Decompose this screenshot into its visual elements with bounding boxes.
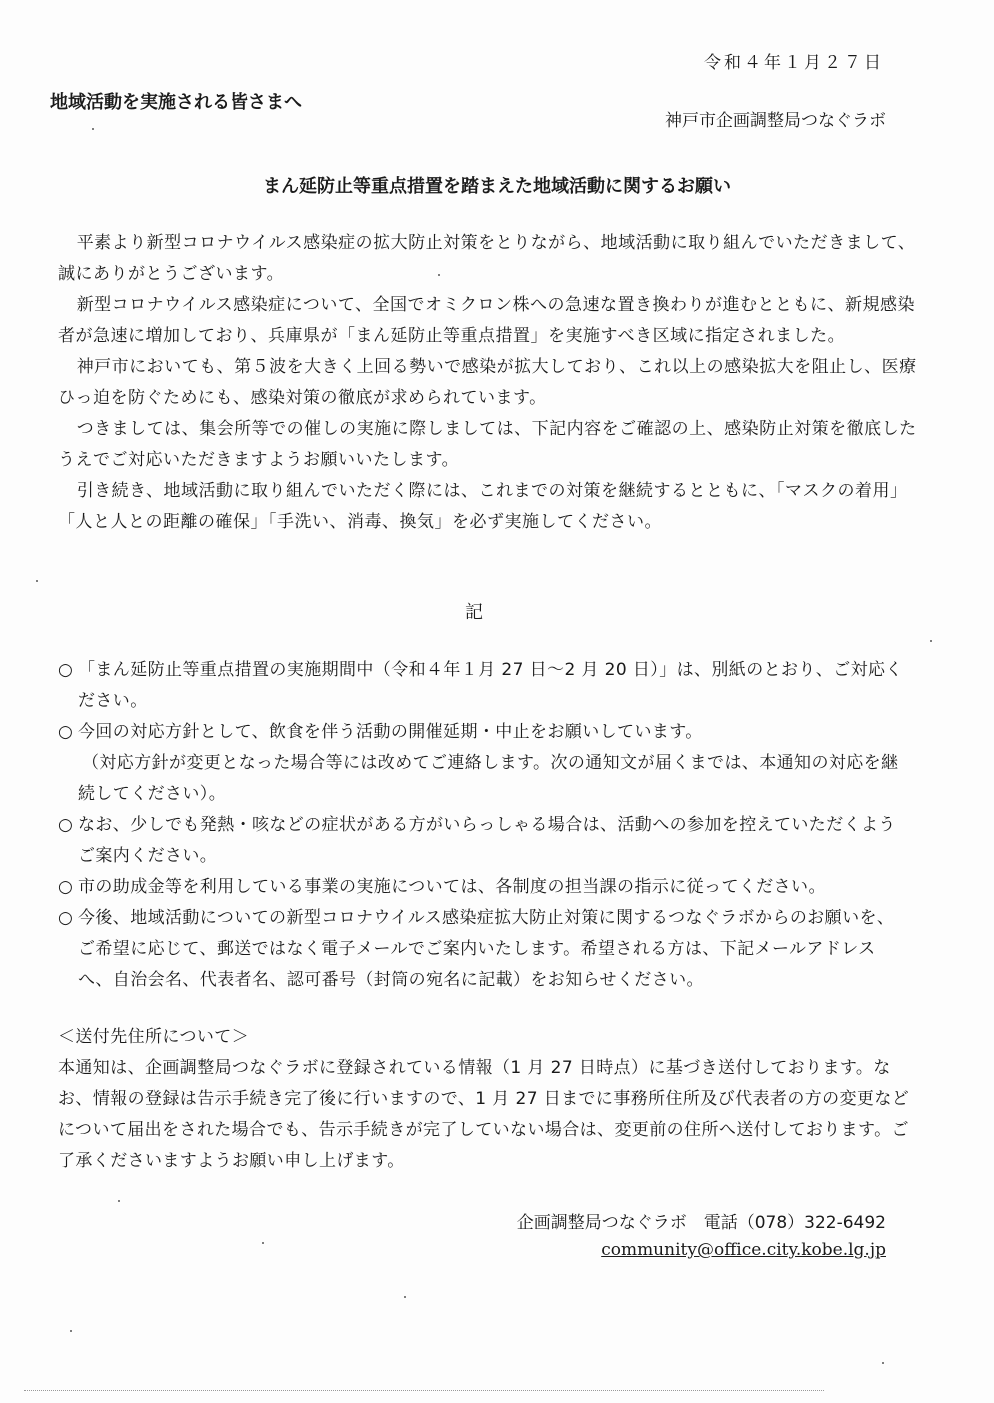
body-text: [58, 228, 918, 538]
sender: 神戸市企画調整局つなぐラボ: [665, 111, 886, 131]
scan-speck: [882, 1362, 884, 1364]
address-heading: ＜送付先住所について＞: [58, 1027, 250, 1047]
scan-speck: [92, 128, 94, 130]
scan-speck: [438, 274, 440, 276]
list-item: [58, 717, 908, 810]
scan-speck: [930, 640, 932, 642]
addressee: 地域活動を実施される皆さまへ: [50, 92, 302, 113]
document-date: 令和４年１月２７日: [704, 53, 884, 73]
list-item: [58, 872, 908, 903]
document-title: まん延防止等重点措置を踏まえた地域活動に関するお願い: [263, 176, 731, 197]
body-paragraph: つきましては、集会所等での催しの実施に際しましては、下記内容をご確認の上、感染防止対策を徹底したうえでご対応いただきますようお願いいたします。: [58, 419, 917, 470]
address-paragraph: 本通知は、企画調整局つなぐラボに登録されている情報（1 月 27 日時点）に基づき送付しております。なお、情報の登録は告示手続き完了後に行いますので、1 月 27 日までに事務所住所及び代表者の方の変更などについて届出をされた場合でも、告示手続きが完了していない場合は、変更前の住所へ送付しております。ご了承くださいますようお願い申し上げます。: [58, 1058, 910, 1171]
scan-speck: [36, 580, 38, 582]
body-paragraph: 引き続き、地域活動に取り組んでいただく際には、これまでの対策を継続するとともに、「マスクの着用」「人と人との距離の確保」「手洗い、消毒、換気」を必ず実施してください。: [58, 481, 908, 532]
scan-speck: [404, 1296, 406, 1298]
list-item: [58, 810, 908, 872]
address-section: [58, 1022, 918, 1177]
item-text: 「まん延防止等重点措置の実施期間中（令和４年１月 27 日～2 月 20 日）」は、別紙のとおり、ご対応ください。: [78, 660, 903, 711]
scan-speck: [118, 1200, 120, 1202]
circle-bullet-icon: ○: [58, 660, 74, 680]
item-text: 今回の対応方針として、飲食を伴う活動の開催延期・中止をお願いしています。: [78, 722, 703, 742]
ki-heading: 記: [465, 602, 483, 623]
item-text: 今後、地域活動についての新型コロナウイルス感染症拡大防止対策に関するつなぐラボからのお願いを、ご希望に応じて、郵送ではなく電子メールでご案内いたします。希望される方は、下記メールアドレスへ、自治会名、代表者名、認可番号（封筒の宛名に記載）をお知らせください。: [78, 908, 895, 990]
contact-line: 企画調整局つなぐラボ 電話（078）322-6492: [516, 1213, 886, 1233]
item-text: 市の助成金等を利用している事業の実施については、各制度の担当課の指示に従ってください。: [78, 877, 826, 897]
item-note: （対応方針が変更となった場合等には改めてご連絡します。次の通知文が届くまでは、本通知の対応を継続してください）。: [78, 753, 899, 804]
body-paragraph: 新型コロナウイルス感染症について、全国でオミクロン株への急速な置き換わりが進むとともに、新規感染者が急速に増加しており、兵庫県が「まん延防止等重点措置」を実施すべき区域に指定されました。: [58, 295, 915, 346]
circle-bullet-icon: ○: [58, 722, 74, 742]
item-list: [58, 655, 908, 996]
scan-speck: [262, 1242, 264, 1244]
circle-bullet-icon: ○: [58, 815, 74, 835]
list-item: [58, 903, 908, 996]
contact-email: community@office.city.kobe.lg.jp: [601, 1240, 886, 1260]
circle-bullet-icon: ○: [58, 877, 74, 897]
body-paragraph: 平素より新型コロナウイルス感染症の拡大防止対策をとりながら、地域活動に取り組んでいただきまして、誠にありがとうございます。: [58, 233, 916, 284]
circle-bullet-icon: ○: [58, 908, 74, 928]
scan-edge-line: [24, 1390, 824, 1391]
body-paragraph: 神戸市においても、第５波を大きく上回る勢いで感染が拡大しており、これ以上の感染拡大を阻止し、医療ひっ迫を防ぐためにも、感染対策の徹底が求められています。: [58, 357, 917, 408]
item-text: なお、少しでも発熱・咳などの症状がある方がいらっしゃる場合は、活動への参加を控えていただくようご案内ください。: [78, 815, 896, 866]
list-item: [58, 655, 908, 717]
scan-speck: [70, 1330, 72, 1332]
